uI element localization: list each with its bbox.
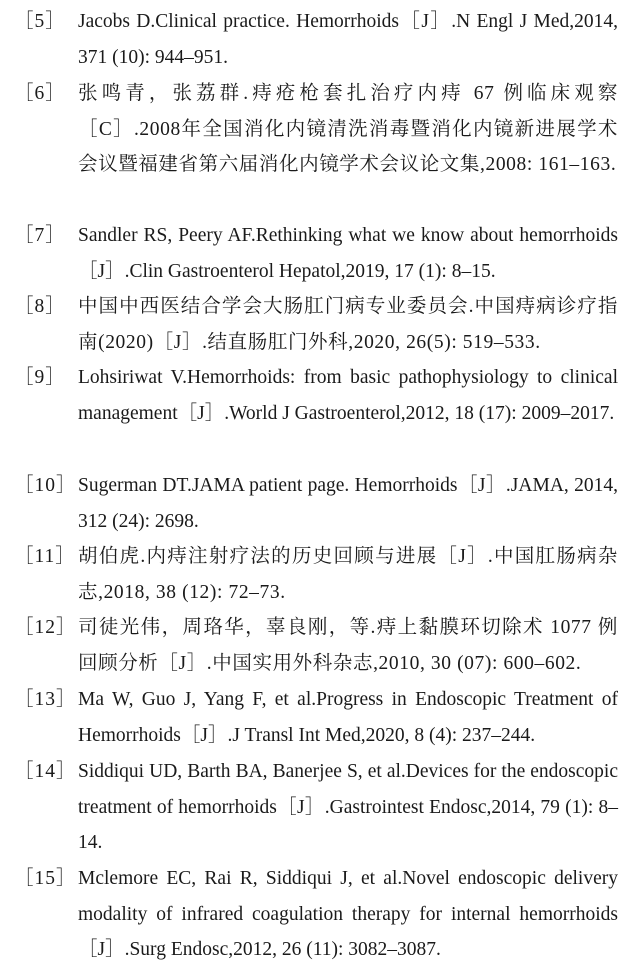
reference-text: Mclemore EC, Rai R, Siddiqui J, et al.Novel endoscopic delivery modality of infrared coagulation therapy for internal hemorrhoids［J］.Surg Endosc,2012, 26 (11): 3082–3087.	[78, 868, 618, 960]
reference-text: Jacobs D.Clinical practice. Hemorrhoids［J］.N Engl J Med,2014, 371 (10): 944–951.	[78, 11, 618, 68]
reference-text: 张鸣青，张荔群.痔疮枪套扎治疗内痔 67 例临床观察［C］.2008年全国消化内镜清洗消毒暨消化内镜新进展学术会议暨福建省第六届消化内镜学术会议论文集,2008: 161–163.	[78, 83, 618, 175]
reference-number: ［7］	[14, 225, 66, 246]
reference-number: ［12］	[14, 617, 77, 638]
reference-number: ［13］	[14, 689, 77, 710]
reference-item	[14, 4, 618, 75]
reference-item	[14, 360, 618, 431]
reference-text: Sandler RS, Peery AF.Rethinking what we know about hemorrhoids［J］.Clin Gastroenterol Hepatol,2019, 17 (1): 8–15.	[78, 225, 618, 282]
reference-text: Sugerman DT.JAMA patient page. Hemorrhoids［J］.JAMA, 2014, 312 (24): 2698.	[78, 475, 618, 532]
reference-text: 中国中西医结合学会大肠肛门病专业委员会.中国痔病诊疗指南(2020)［J］.结直肠肛门外科,2020, 26(5): 519–533.	[78, 296, 618, 353]
reference-text: 胡伯虎.内痔注射疗法的历史回顾与进展［J］.中国肛肠病杂志,2018, 38 (12): 72–73.	[78, 546, 618, 603]
reference-number: ［14］	[14, 761, 77, 782]
reference-number: ［6］	[14, 83, 66, 104]
reference-text: 司徒光伟，周珞华，辜良刚，等.痔上黏膜环切除术 1077 例回顾分析［J］.中国实用外科杂志,2010, 30 (07): 600–602.	[78, 617, 618, 674]
reference-item	[14, 468, 618, 539]
reference-number: ［5］	[14, 11, 66, 32]
reference-item	[14, 754, 618, 861]
reference-item	[14, 861, 618, 968]
reference-item	[14, 682, 618, 753]
reference-item	[14, 289, 618, 360]
reference-text: Ma W, Guo J, Yang F, et al.Progress in Endoscopic Treatment of Hemorrhoids［J］.J Transl Int Med,2020, 8 (4): 237–244.	[78, 689, 618, 746]
reference-item	[14, 610, 618, 681]
reference-item	[14, 539, 618, 610]
reference-text: Siddiqui UD, Barth BA, Banerjee S, et al.Devices for the endoscopic treatment of hemorrhoids［J］.Gastrointest Endosc,2014, 79 (1): 8–14.	[78, 761, 618, 853]
reference-number: ［10］	[14, 475, 77, 496]
reference-item	[14, 76, 618, 183]
reference-number: ［15］	[14, 868, 77, 889]
reference-number: ［11］	[14, 546, 76, 567]
reference-number: ［9］	[14, 367, 66, 388]
reference-number: ［8］	[14, 296, 66, 317]
reference-item	[14, 218, 618, 289]
reference-text: Lohsiriwat V.Hemorrhoids: from basic pathophysiology to clinical management［J］.World J Gastroenterol,2012, 18 (17): 2009–2017.	[78, 367, 618, 424]
